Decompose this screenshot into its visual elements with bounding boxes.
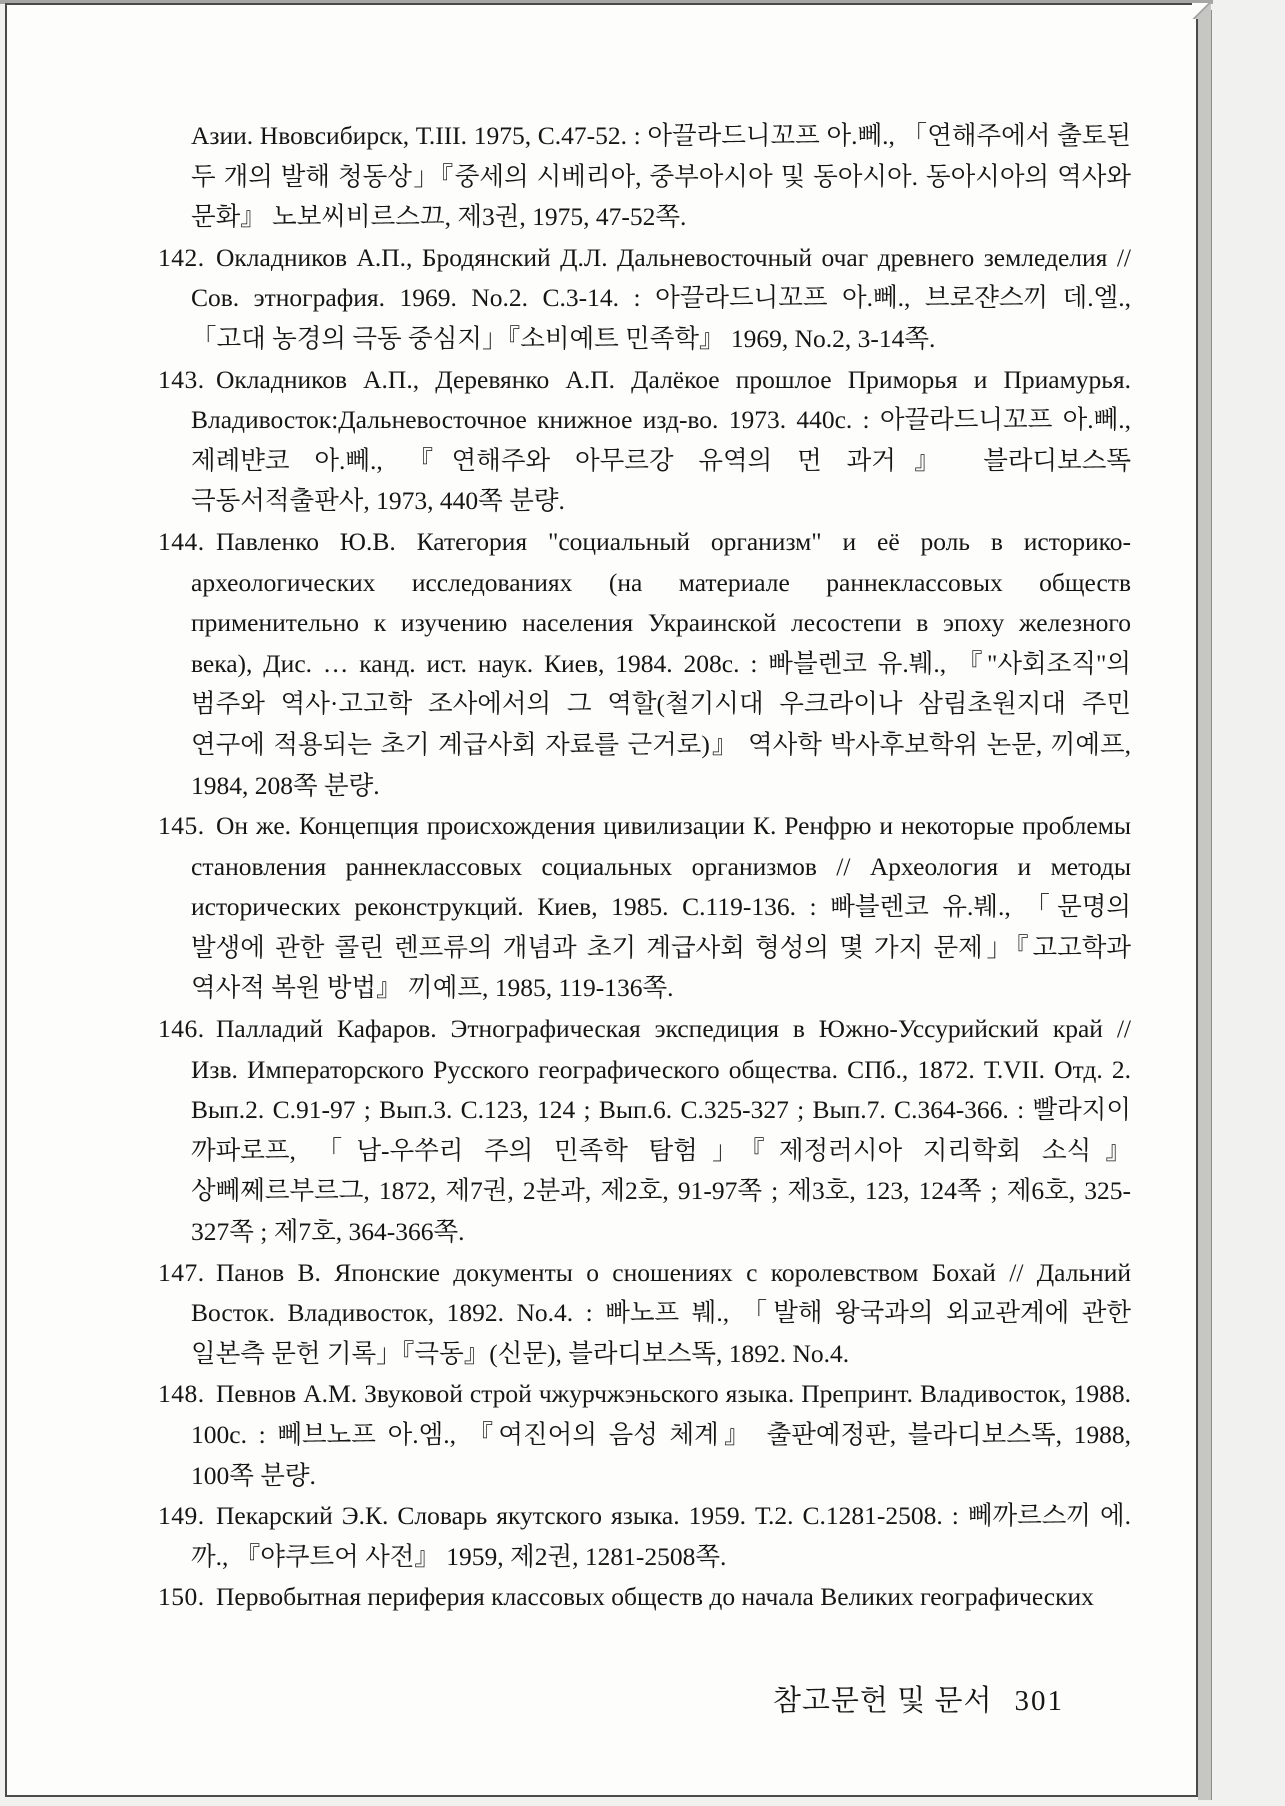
bib-entry-142 [158,238,1131,360]
entry-number: 143. [158,364,205,394]
entry-text: Палладий Кафаров. Этнографическая экспедиция в Южно-Уссурийский край // Изв. Императорского Русского географического общества. СПб., 1872. Т.VII. Отд. 2. Вып.2. С.91-97 ; Вып.3. С.123, 124 ; Вып.6. С.325-327 ; Вып.7. С.364-366. : 빨라지이 까파로프, 「남-우쑤리 주의 민족학 탐험」『제정러시아 지리학회 소식』 상뻬쩨르부르그, 1872, 제7권, 2분과, 제2호, 91-97쪽 ; 제3호, 123, 124쪽 ; 제6호, 325-327쪽 ; 제7호, 364-366쪽. [191,1014,1131,1247]
scan-page-edge [1198,10,1212,1800]
bibliography-list [158,116,1131,1618]
entry-number: 142. [158,242,205,272]
entry-text: Он же. Концепция происхождения цивилизации К. Ренфрю и некоторые проблемы становления раннеклассовых социальных организмов // Археология и методы исторических реконструкций. Киев, 1985. С.119-136. : 빠블렌코 유.붸., 「문명의 발생에 관한 콜린 렌프류의 개념과 초기 계급사회 형성의 몇 가지 문제」『고고학과 역사적 복원 방법』 끼예프, 1985, 119-136쪽. [191,811,1131,1003]
entry-text: Павленко Ю.В. Категория "социальный организм" и её роль в историко-археологических исследованиях (на материале раннеклассовых обществ применительно к изучению населения Украинской лесостепи в эпоху железного века), Дис. … канд. ист. наук. Киев, 1984. 208с. : 빠블렌코 유.붸., 『"사회조직"의 범주와 역사·고고학 조사에서의 그 역할(철기시대 우크라이나 삼림초원지대 주민 연구에 적용되는 초기 계급사회 자료를 근거로)』 역사학 박사후보학위 논문, 끼예프, 1984, 208쪽 분량. [191,526,1131,800]
entry-text: Азии. Нвовсибирск, Т.III. 1975, С.47-52. : 아끌라드니꼬프 아.뻬., 「연해주에서 출토된 두 개의 발해 청동상」『중세의 시베리아, 중부아시아 및 동아시아. 동아시아의 역사와 문화』 노보씨비르스끄, 제3권, 1975, 47-52쪽. [191,121,1131,232]
bib-entry-143 [158,360,1131,522]
bib-entry-149 [158,1496,1131,1577]
page-footer [773,1678,1064,1719]
entry-number: 145. [158,811,205,841]
entry-number: 149. [158,1501,205,1531]
entry-text: Пекарский Э.К. Словарь якутского языка. 1959. Т.2. С.1281-2508. : 뻬까르스끼 에.까., 『야쿠트어 사전』 1959, 제2권, 1281-2508쪽. [191,1501,1131,1571]
entry-text: Панов В. Японские документы о сношениях с королевством Бохай // Дальний Восток. Владивосток, 1892. No.4. : 빠노프 붸., 「발해 왕국과의 외교관계에 관한 일본측 문헌 기록」『극동』(신문), 블라디보스똑, 1892. No.4. [191,1257,1131,1368]
bib-entry-147 [158,1253,1131,1375]
entry-number: 147. [158,1257,205,1287]
footer-section-title: 참고문헌 및 문서 [772,1685,993,1717]
entry-text: Окладников А.П., Бродянский Д.Л. Дальневосточный очаг древнего земледелия // Сов. этнография. 1969. No.2. С.3-14. : 아끌라드니꼬프 아.뻬., 브로쟌스끼 데.엘., 「고대 농경의 극동 중심지」『소비예트 민족학』 1969, No.2, 3-14쪽. [191,242,1131,353]
bib-entry-146 [158,1009,1131,1253]
entry-number: 148. [158,1379,205,1409]
book-page [5,3,1198,1797]
entry-number: 144. [158,526,205,556]
entry-text: Певнов А.М. Звуковой строй чжурчжэньского языка. Препринт. Владивосток, 1988. 100с. : 뻬브노프 아.엠., 『여진어의 음성 체계』 출판예정판, 블라디보스똑, 1988, 100쪽 분량. [191,1379,1131,1490]
page-number: 301 [1014,1685,1064,1717]
entry-text: Первобытная периферия классовых обществ до начала Великих географических [216,1582,1094,1612]
bib-entry-144 [158,522,1131,806]
entry-number: 150. [158,1582,205,1612]
scan-page-corner [1192,3,1211,19]
bib-entry-148 [158,1374,1131,1496]
bib-entry-150 [158,1577,1131,1618]
bib-entry-145 [158,806,1131,1009]
bib-entry-continuation [191,116,1131,238]
entry-number: 146. [158,1014,205,1044]
entry-text: Окладников А.П., Деревянко А.П. Далёкое прошлое Приморья и Приамурья. Владивосток:Дальневосточное книжное изд-во. 1973. 440с. : 아끌라드니꼬프 아.뻬., 제례뱐코 아.뻬., 『연해주와 아무르강 유역의 먼 과거』 블라디보스똑 극동서적출판사, 1973, 440쪽 분량. [191,364,1131,516]
